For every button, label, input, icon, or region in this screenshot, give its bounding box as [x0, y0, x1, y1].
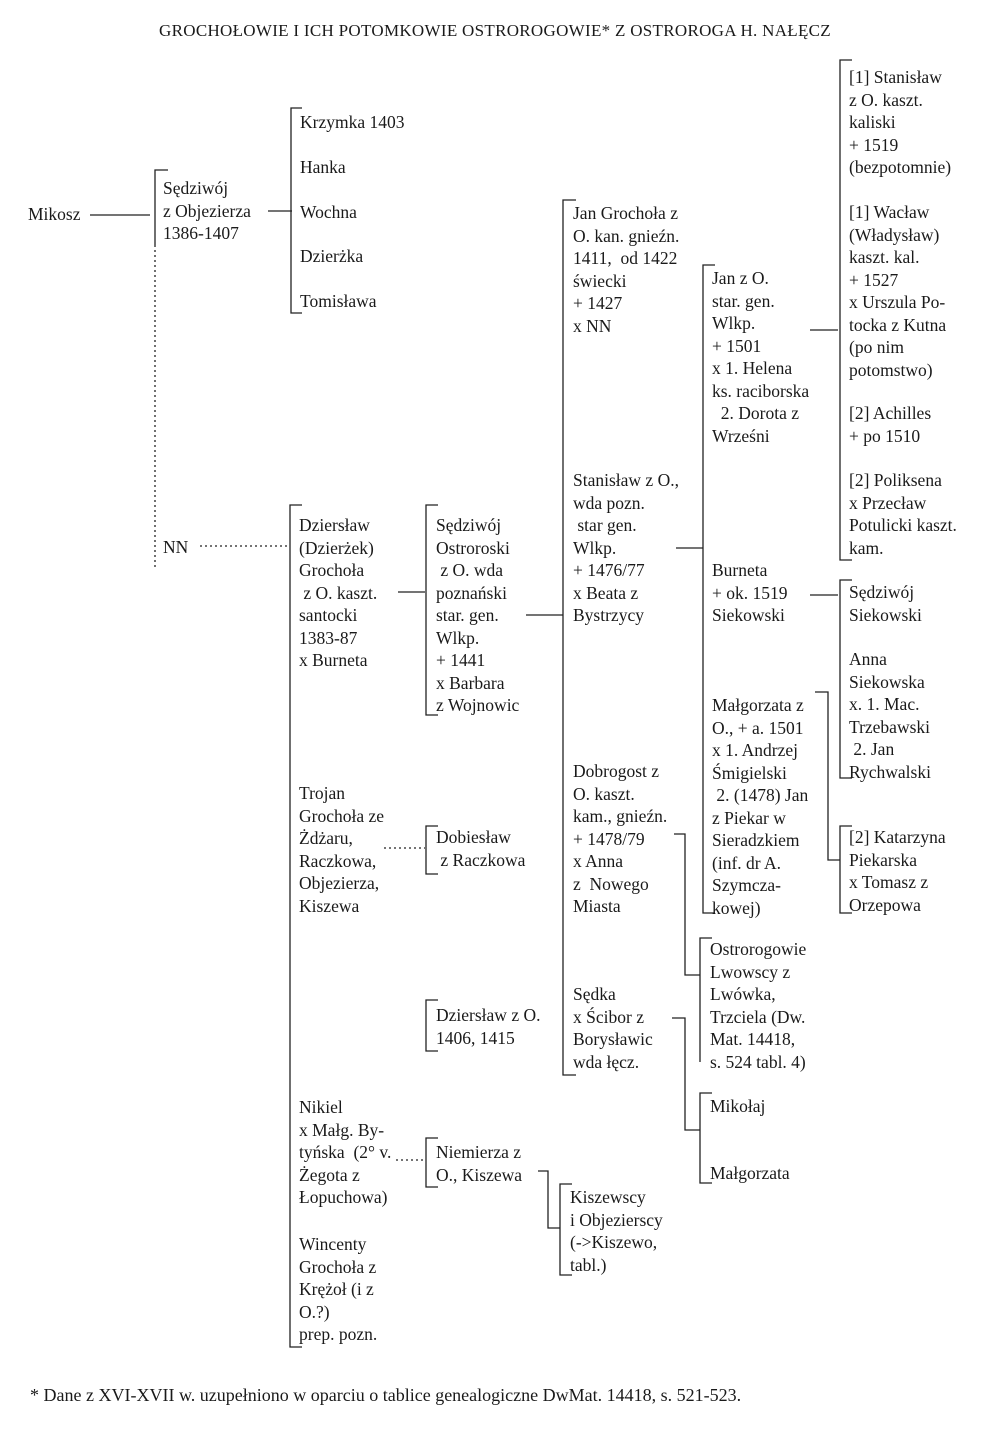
person-krzymka: Krzymka 1403 [300, 112, 405, 132]
person-mikosz: Mikosz [28, 204, 81, 224]
person-malgorzata: Małgorzata [710, 1163, 790, 1183]
person-niemierza: Niemierza z O., Kiszewa [436, 1142, 523, 1185]
person-dobrogost: Dobrogost z O. kaszt. kam., gnieźn. + 1478/79 x Anna z Nowego Miasta [573, 761, 668, 916]
person-katarzyna-piekarska: [2] Katarzyna Piekarska x Tomasz z Orzepowa [849, 827, 946, 915]
person-sedka: Sędka x Ścibor z Borysławic wda łęcz. [573, 984, 653, 1072]
person-wincenty-grochola: Wincenty Grochoła z Krężoł (i z O.?) prep. pozn. [299, 1234, 378, 1344]
person-stanislaw-kaszt-kaliski: [1] Stanisław z O. kaszt. kaliski + 1519 (bezpotomnie) [849, 67, 952, 177]
person-jan-grochola: Jan Grochoła z O. kan. gnieźn. 1411, od 1422 świecki + 1427 x NN [573, 203, 680, 336]
family-ostrorogowie-lwowscy: Ostrorogowie Lwowscy z Lwówka, Trzciela (Dw. Mat. 14418, s. 524 tabl. 4) [710, 939, 807, 1072]
person-anna-siekowska: Anna Siekowska x. 1. Mac. Trzebawski 2. Jan Rychwalski [849, 649, 931, 782]
person-malgorzata-z-o: Małgorzata z O., + a. 1501 x 1. Andrzej Śmigielski 2. (1478) Jan z Piekar w Sieradzkiem (inf. dr A. Szymcza- kowej) [712, 695, 809, 918]
person-stanislaw-wda: Stanisław z O., wda pozn. star gen. Wlkp. + 1476/77 x Beata z Bystrzycy [573, 470, 679, 625]
person-achilles: [2] Achilles + po 1510 [849, 403, 932, 446]
person-dzierslaw-dzierzek: Dziersław (Dzierżek) Grochoła z O. kaszt. santocki 1383-87 x Burneta [299, 515, 378, 670]
person-trojan-grochola: Trojan Grochoła ze Żdżaru, Raczkowa, Objezierza, Kiszewa [299, 783, 385, 916]
person-jan-z-o: Jan z O. star. gen. Wlkp. + 1501 x 1. Helena ks. raciborska 2. Dorota z Wrześni [712, 268, 810, 446]
footnote: * Dane z XVI-XVII w. uzupełniono w oparciu o tablice genealogiczne DwMat. 14418, s. 521-523. [30, 1385, 742, 1405]
person-mikolaj: Mikołaj [710, 1096, 766, 1116]
person-tomislawa: Tomisława [300, 291, 377, 311]
person-dzierslaw-z-o: Dziersław z O. 1406, 1415 [436, 1005, 541, 1048]
person-nn: NN [163, 537, 189, 557]
person-sedziwoj-ostroroski: Sędziwój Ostroroski z O. wda poznański star. gen. Wlkp. + 1441 x Barbara z Wojnowic [436, 515, 520, 715]
person-sedziwoj-siekowski: Sędziwój Siekowski [849, 582, 922, 625]
person-burneta: Burneta + ok. 1519 Siekowski [712, 560, 788, 625]
person-waclaw: [1] Wacław (Władysław) kaszt. kal. + 1527 x Urszula Po- tocka z Kutna (po nim potomstwo) [849, 202, 947, 380]
person-poliksena: [2] Poliksena x Przecław Potulicki kaszt. kam. [849, 470, 957, 558]
person-sedziwoj-z-objezierza: Sędziwój z Objezierza 1386-1407 [163, 178, 251, 243]
page-title: GROCHOŁOWIE I ICH POTOMKOWIE OSTROROGOWIE* Z OSTROROGA H. NAŁĘCZ [159, 21, 831, 40]
person-dobieslaw: Dobiesław z Raczkowa [436, 827, 526, 870]
person-nikiel: Nikiel x Małg. By- tyńska (2° v. Żegota z Łopuchowa) [299, 1097, 392, 1207]
family-kiszewscy: Kiszewscy i Objezierscy (->Kiszewo, tabl.) [570, 1187, 663, 1275]
person-hanka: Hanka [300, 157, 346, 177]
person-wochna: Wochna [300, 202, 357, 222]
person-dzierzka: Dzierżka [300, 246, 364, 266]
